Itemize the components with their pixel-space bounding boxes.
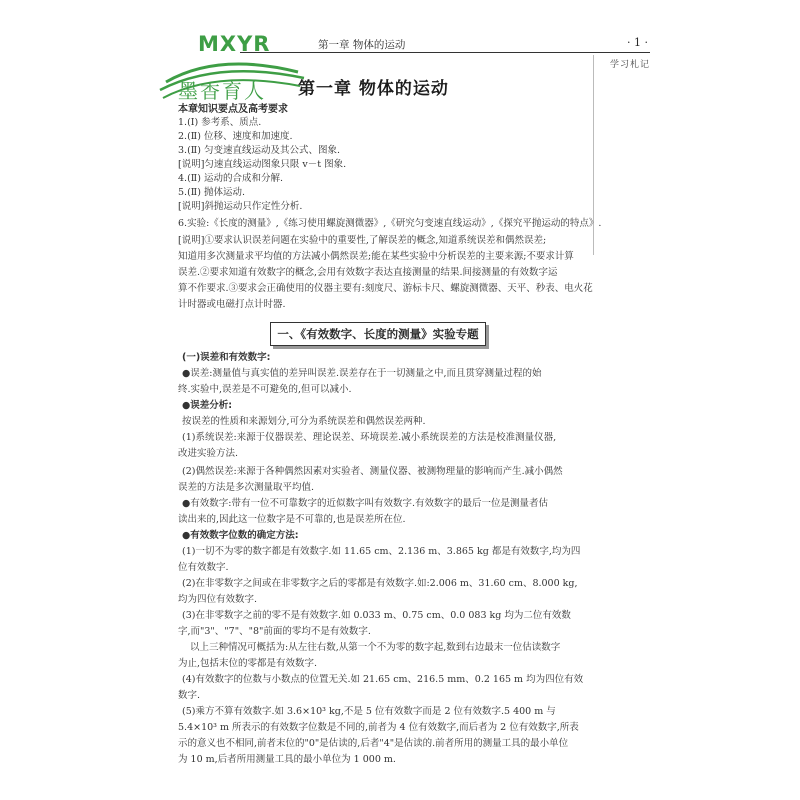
body-line: ●误差分析:: [182, 400, 233, 411]
requirements-heading: 本章知识要点及高考要求: [178, 104, 288, 115]
margin-note: 学习札记: [610, 60, 651, 70]
body-line: (3)在非零数字之前的零不是有效数字.如 0.033 m、0.75 cm、0.0 083 kg 均为二位有效数: [182, 610, 571, 621]
body-line: (一)误差和有效数字:: [182, 352, 271, 363]
page-number: · 1 ·: [627, 36, 648, 49]
running-header: [318, 37, 648, 51]
body-line: 数字.: [178, 690, 201, 701]
requirement-line: [说明]①要求认识误差问题在实验中的重要性,了解误差的概念,知道系统误差和偶然误差;: [178, 235, 547, 246]
body-line: 位有效数字.: [178, 562, 229, 573]
body-line: 误差的方法是多次测量取平均值.: [178, 482, 315, 493]
body-line: 以上三种情况可概括为:从左往右数,从第一个不为零的数字起,数到右边最末一位估读数字: [190, 642, 561, 653]
body-line: 终.实验中,误差是不可避免的,但可以减小.: [178, 384, 352, 395]
body-line: (1)一切不为零的数字都是有效数字.如 11.65 cm、2.136 m、3.865 kg 都是有效数字,均为四: [182, 546, 581, 557]
requirement-line: [说明]斜抛运动只作定性分析.: [178, 201, 303, 212]
logo-subtitle: 墨香育人: [178, 79, 266, 103]
publisher-logo: [158, 30, 308, 108]
body-line: 按误差的性质和来源划分,可分为系统误差和偶然误差两种.: [182, 416, 426, 427]
requirement-line: [说明]匀速直线运动图象只限 v－t 图象.: [178, 159, 347, 170]
requirement-line: 1.(Ⅰ) 参考系、质点.: [178, 117, 262, 128]
body-line: 改进实验方法.: [178, 448, 239, 459]
body-line: (5)乘方不算有效数字.如 3.6×10³ kg,不是 5 位有效数字而是 2 位有效数字.5 400 m 与: [182, 706, 556, 717]
requirement-line: 误差.②要求知道有效数字的概念,会用有效数字表达直接测量的结果.间接测量的有效数字运: [178, 267, 558, 278]
body-line: (2)偶然误差:来源于各种偶然因素对实验者、测量仪器、被测物理量的影响而产生.减小偶然: [182, 466, 563, 477]
body-line: ●有效数字位数的确定方法:: [182, 530, 299, 541]
requirement-line: 2.(Ⅱ) 位移、速度和加速度.: [178, 131, 293, 142]
section-title-box: [270, 322, 486, 346]
body-line: 读出来的,因此这一位数字是不可靠的,也是误差所在位.: [178, 514, 406, 525]
body-line: (1)系统误差:来源于仪器误差、理论误差、环境误差.减小系统误差的方法是校准测量仪器,: [182, 432, 557, 443]
header-rule: [240, 52, 650, 53]
requirement-line: 3.(Ⅱ) 匀变速直线运动及其公式、图象.: [178, 145, 340, 156]
body-line: 示的意义也不相同,前者末位的"0"是估读的,后者"4"是估读的.前者所用的测量工具的最小单位: [178, 738, 569, 749]
body-line: 均为四位有效数字.: [178, 594, 258, 605]
requirement-line: 知道用多次测量求平均值的方法减小偶然误差;能在某些实验中分析误差的主要来源;不要求计算: [178, 251, 574, 262]
body-line: 5.4×10³ m 所表示的有效数字位数是不同的,前者为 4 位有效数字,而后者为 2 位有效数字,所表: [178, 722, 579, 733]
requirement-line: 6.实验:《长度的测量》,《练习使用螺旋测微器》,《研究匀变速直线运动》,《探究平抛运动的特点》.: [178, 218, 602, 229]
logo-text: MXYR: [198, 32, 271, 56]
body-line: 为止,包括末位的零都是有效数字.: [178, 658, 318, 669]
body-line: 为 10 m,后者所用测量工具的最小单位为 1 000 m.: [178, 754, 396, 765]
running-head-chapter: 第一章 物体的运动: [318, 39, 406, 51]
requirement-line: 4.(Ⅱ) 运动的合成和分解.: [178, 173, 283, 184]
body-line: (2)在非零数字之间或在非零数字之后的零都是有效数字.如:2.006 m、31.60 cm、8.000 kg,: [182, 578, 578, 589]
requirement-line: 算不作要求.③要求会正确使用的仪器主要有:刻度尺、游标卡尺、螺旋测微器、天平、秒表、电火花: [178, 283, 593, 294]
requirement-line: 计时器或电磁打点计时器.: [178, 299, 286, 310]
section-title: 一、《有效数字、长度的测量》实验专题: [277, 327, 479, 341]
body-line: ●有效数字:带有一位不可靠数字的近似数字叫有效数字.有效数字的最后一位是测量者估: [182, 498, 549, 509]
body-line: ●误差:测量值与真实值的差异叫误差.误差存在于一切测量之中,而且贯穿测量过程的始: [182, 368, 542, 379]
body-line: 字,而"3"、"7"、"8"前面的零均不是有效数字.: [178, 626, 371, 637]
requirement-line: 5.(Ⅱ) 抛体运动.: [178, 187, 245, 198]
body-line: (4)有效数字的位数与小数点的位置无关.如 21.65 cm、216.5 mm、0.2 165 m 均为四位有效: [182, 674, 584, 685]
chapter-title: 第一章 物体的运动: [298, 79, 449, 99]
